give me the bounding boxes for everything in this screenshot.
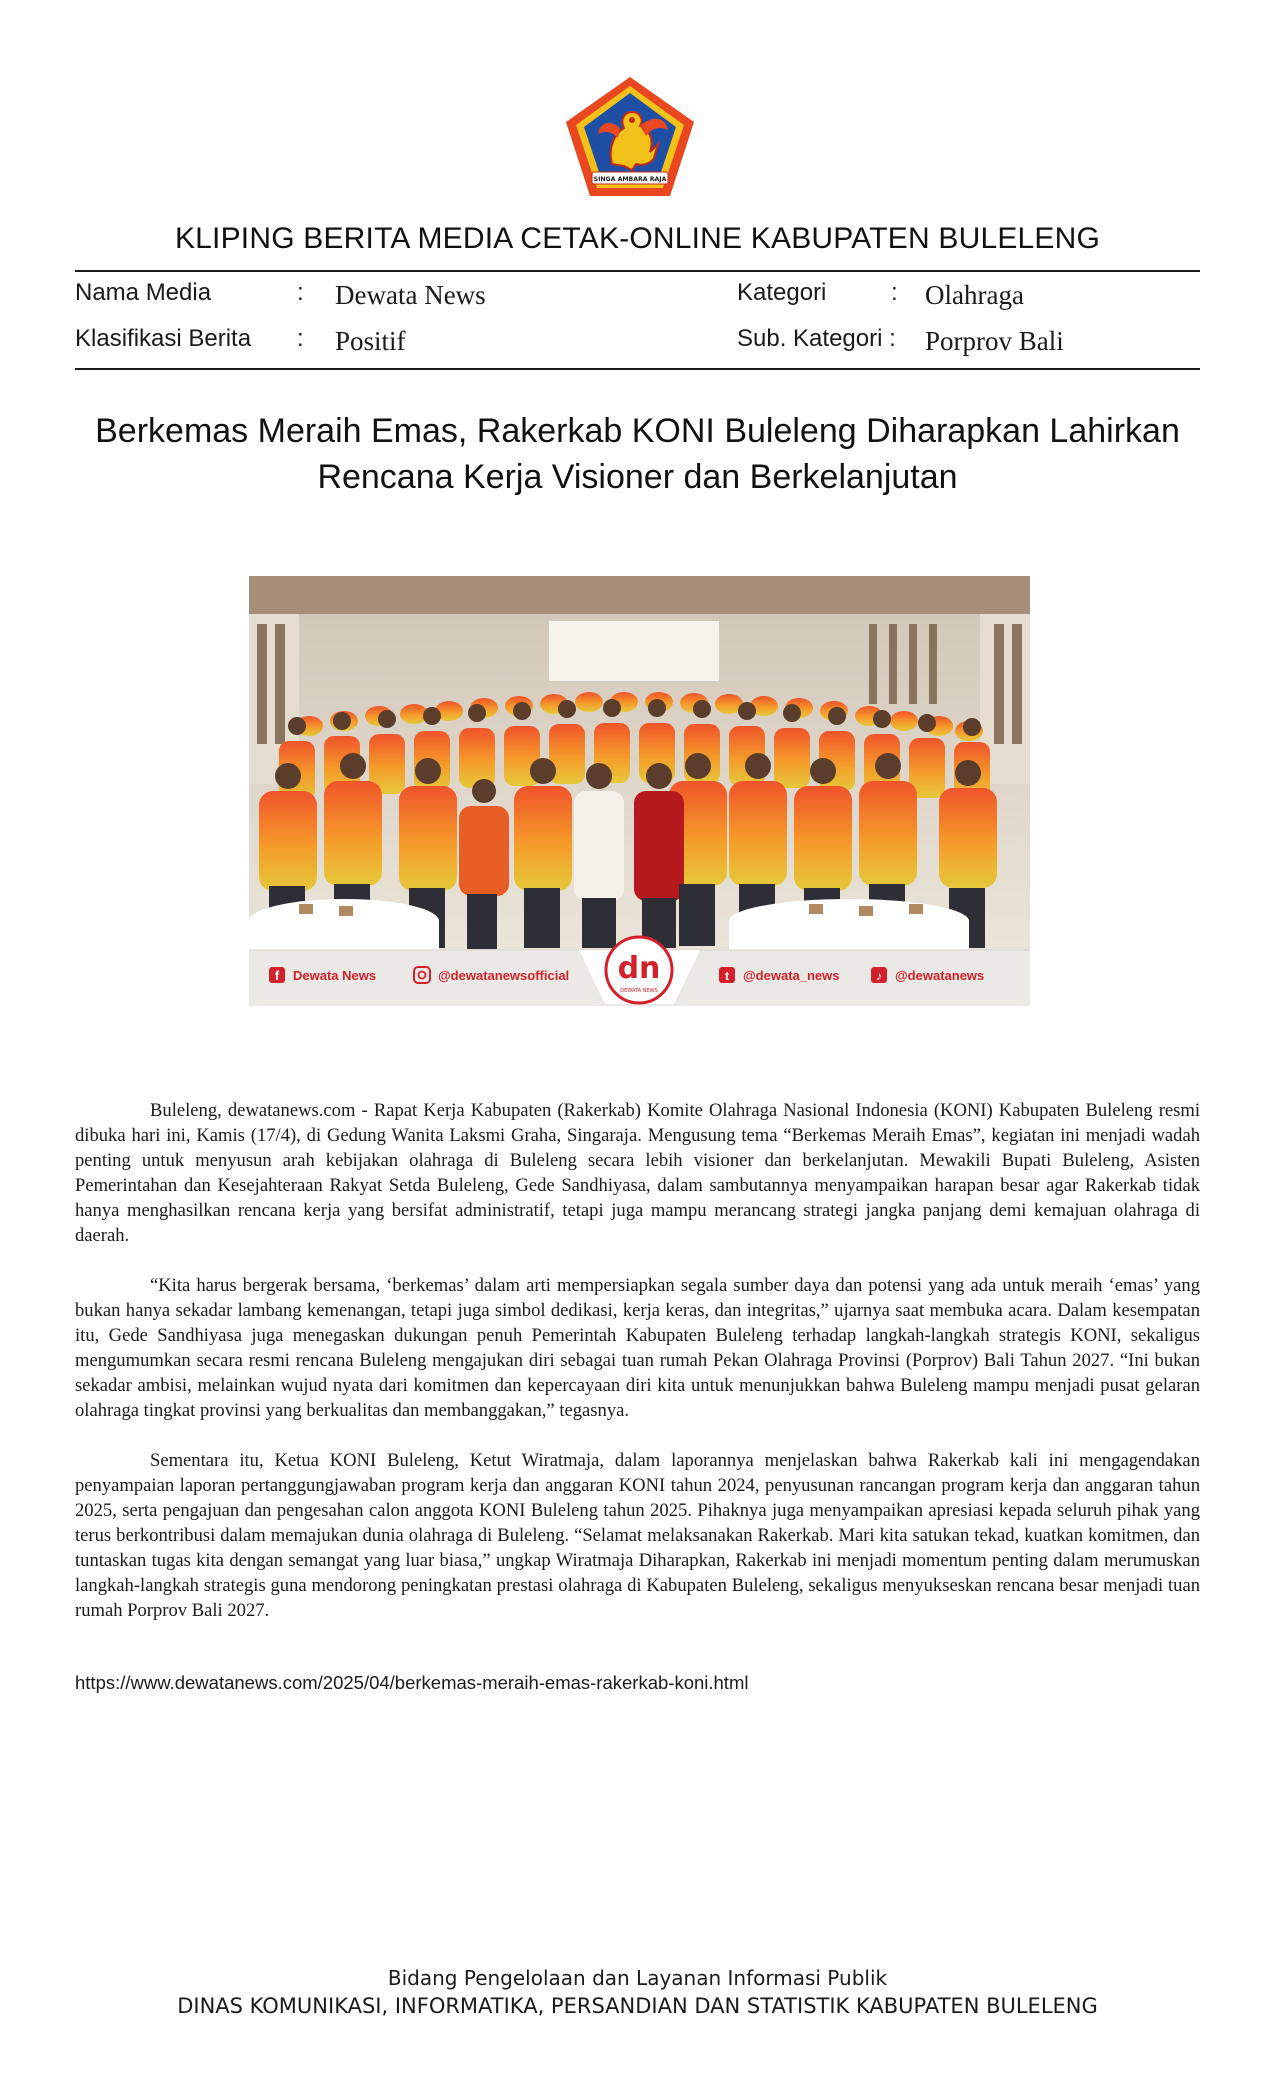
article-paragraph-1: Buleleng, dewatanews.com - Rapat Kerja Kabupaten (Rakerkab) Komite Olahraga Nasional Indonesia (KONI) Kabupaten Buleleng resmi dibuka hari ini, Kamis (17/4), di Gedung Wanita Laksmi Graha, Singaraja. Mengusung tema “Berkemas Meraih Emas”, kegiatan ini menjadi wadah penting untuk menyusun arah kebijakan olahraga di Buleleng secara lebih visioner dan berkelanjutan. Mewakili Bupati Buleleng, Asisten Pemerintahan dan Kesejahteraan Rakyat Setda Buleleng, Gede Sandhiyasa, dalam sambutannya menyampaikan harapan besar agar Rakerkab tidak hanya menghasilkan rencana kerja yang bersifat administratif, tetapi juga mampu merancang strategi jangka panjang demi kemajuan olahraga di daerah. [75, 1100, 1200, 1246]
kategori-colon: : [891, 279, 898, 306]
klasifikasi-value: Positif [335, 326, 406, 356]
svg-text:dn: dn [617, 951, 661, 986]
news-photo [249, 576, 1030, 1006]
banner-instagram-label: @dewatanewsofficial [438, 968, 570, 983]
article-paragraph-3: Sementara itu, Ketua KONI Buleleng, Ketut Wiratmaja, dalam laporannya menjelaskan bahwa Rakerkab kali ini mengagendakan penyampaian laporan pertanggungjawaban program kerja dan anggaran KONI tahun 2024, penyusunan rancangan program kerja dan anggaran tahun 2025, serta pengajuan dan pengesahan calon anggota KONI Buleleng tahun 2025. Pihaknya juga menyampaikan apresiasi kepada seluruh pihak yang terus berkontribusi dalam memajukan dunia olahraga di Buleleng. “Selamat melaksanakan Rakerkab. Mari kita satukan tekad, kuatkan komitmen, dan tuntaskan tugas kita dengan semangat yang luar biasa,” ungkap Wiratmaja Diharapkan, Rakerkab ini menjadi momentum penting dalam merumuskan langkah-langkah strategis guna mendorong peningkatan prestasi olahraga di Kabupaten Buleleng, sekaligus menyukseskan rencana besar menjadi tuan rumah Porprov Bali 2027. [75, 1450, 1200, 1621]
kategori-label: Kategori [737, 279, 827, 306]
page-title: KLIPING BERITA MEDIA CETAK-ONLINE KABUPATEN BULELENG [174, 222, 1101, 255]
banner-twitter-label: @dewata_news [743, 968, 840, 983]
kategori-value: Olahraga [925, 280, 1024, 310]
emblem-motto: SINGA AMBARA RAJA [593, 176, 667, 183]
article-paragraph-2: “Kita harus bergerak bersama, ‘berkemas’ dalam arti mempersiapkan segala sumber daya dan potensi yang ada untuk meraih ‘emas’ yang bukan hanya sekadar lambang kemenangan, tetapi juga simbol dedikasi, kerja keras, dan integritas,” ujarnya saat membuka acara. Dalam kesempatan itu, Gede Sandhiyasa juga menegaskan dukungan penuh Pemerintah Kabupaten Buleleng terhadap langkah-langkah strategis KONI, sekaligus mengumumkan secara resmi rencana Buleleng mengajukan diri sebagai tuan rumah Pekan Olahraga Provinsi (Porprov) Bali Tahun 2027. “Ini bukan sekadar ambisi, melainkan wujud nyata dari komitmen dan kepercayaan diri kita untuk menunjukkan bahwa Buleleng mampu menjadi pusat gelaran olahraga tingkat provinsi yang berkualitas dan membanggakan,” tegasnya. [75, 1275, 1200, 1421]
dewata-news-logo-text: DEWATA NEWS [620, 988, 658, 994]
article-body [75, 1098, 1200, 1648]
klasifikasi-colon: : [297, 325, 304, 352]
sub-kategori-label: Sub. Kategori : [737, 325, 896, 352]
article-headline [80, 408, 1195, 500]
nama-media-value: Dewata News [335, 280, 486, 310]
footer-division: Bidang Pengelolaan dan Layanan Informasi Publik [387, 1966, 888, 1990]
footer-agency: DINAS KOMUNIKASI, INFORMATIKA, PERSANDIAN DAN STATISTIK KABUPATEN BULELENG [177, 1994, 1098, 2018]
banner-facebook-label: Dewata News [293, 968, 377, 983]
buleleng-emblem [562, 74, 698, 200]
svg-text:t: t [725, 969, 729, 983]
headline-line-1: Berkemas Meraih Emas, Rakerkab KONI Buleleng Diharapkan Lahirkan [95, 412, 1180, 450]
svg-text:♪: ♪ [876, 969, 882, 983]
headline-line-2: Rencana Kerja Visioner dan Berkelanjutan [317, 458, 958, 496]
nama-media-label: Nama Media [75, 279, 212, 306]
klasifikasi-label: Klasifikasi Berita [75, 325, 252, 352]
sub-kategori-value: Porprov Bali [925, 326, 1064, 356]
banner-tiktok-label: @dewatanews [895, 968, 985, 983]
source-url-link[interactable]: https://www.dewatanews.com/2025/04/berkemas-meraih-emas-rakerkab-koni.html [75, 1672, 749, 1693]
header-rule-bottom [75, 368, 1200, 370]
header-rule-top [75, 270, 1200, 272]
nama-media-colon: : [297, 279, 304, 306]
svg-text:f: f [274, 968, 280, 983]
news-photo-illustration [249, 576, 1030, 1006]
